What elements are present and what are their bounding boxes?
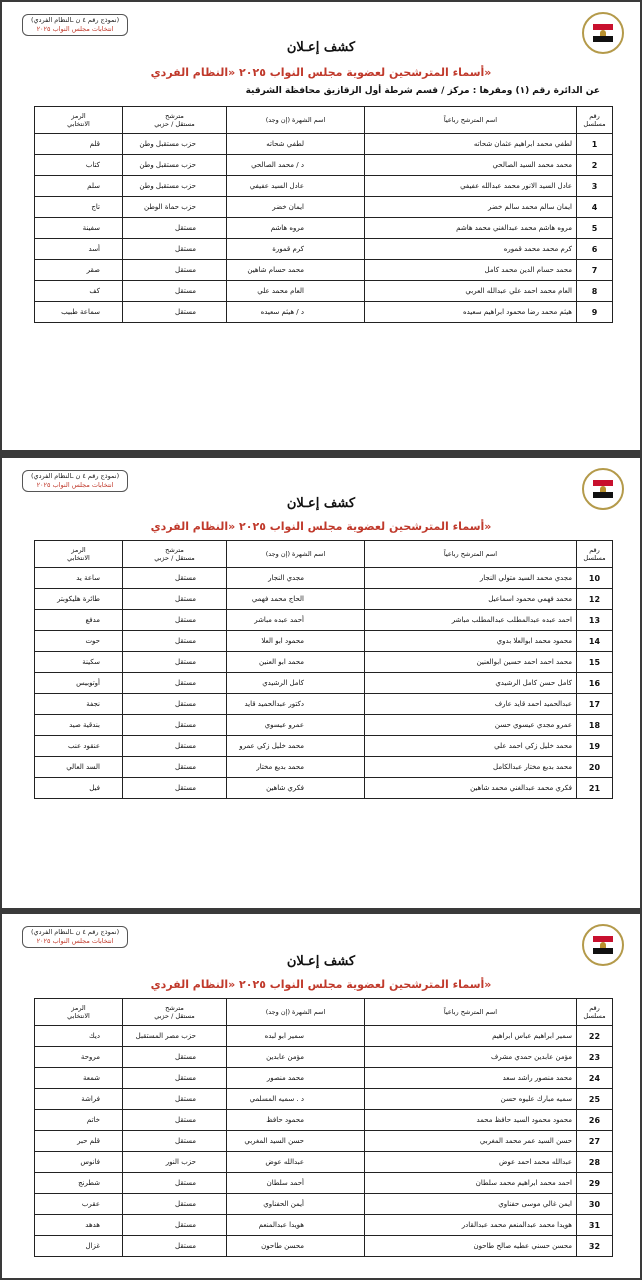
table-row [35, 1215, 613, 1236]
serial-cell: 12 [577, 589, 613, 610]
election-label: انتخابات مجلس النواب ٢٠٢٥ [36, 25, 114, 33]
symbol-cell: قلم حبر [35, 1131, 123, 1152]
candidate-name-cell: مؤمن عابدين حمدي مشرف [365, 1047, 577, 1068]
symbol-cell: شمعة [35, 1068, 123, 1089]
candidate-name-cell: محمود محمد ابوالعلا بدوي [365, 631, 577, 652]
candidates-table [34, 540, 613, 799]
table-row [35, 652, 613, 673]
form-number-box [22, 14, 128, 36]
serial-cell: 19 [577, 736, 613, 757]
table-row [35, 197, 613, 218]
district-line: عن الدائرة رقم (١) ومقرها : مركز / قسم شرطة أول الزقازيق محافظة الشرقية [245, 86, 600, 96]
affiliation-cell: حزب مستقبل وطن [123, 134, 227, 155]
column-header-fame: اسم الشهرة (إن وجد) [227, 107, 365, 134]
table-row [35, 736, 613, 757]
candidates-table [34, 998, 613, 1257]
symbol-cell: طائرة هليكوبتر [35, 589, 123, 610]
table-row [35, 1152, 613, 1173]
candidate-name-cell: احمد عبده عبدالمطلب عبدالمطلب مباشر [365, 610, 577, 631]
candidate-name-cell: محمد فهمي محمود اسماعيل [365, 589, 577, 610]
affiliation-cell: مستقل [123, 736, 227, 757]
symbol-cell: ساعة يد [35, 568, 123, 589]
affiliation-cell: مستقل [123, 757, 227, 778]
serial-cell: 21 [577, 778, 613, 799]
candidate-name-cell: عمرو مجدي عيسوي حسن [365, 715, 577, 736]
column-header-name: اسم المترشح رباعياً [365, 107, 577, 134]
form-number-box [22, 470, 128, 492]
candidate-name-cell: محمود محمود السيد حافظ محمد [365, 1110, 577, 1131]
serial-cell: 6 [577, 239, 613, 260]
candidate-name-cell: سمير ابراهيم عباس ابراهيم [365, 1026, 577, 1047]
fame-name-cell: محمد ابو العنين [227, 652, 365, 673]
affiliation-cell: مستقل [123, 1110, 227, 1131]
page-subtitle: أسماء المترشحين لعضوية مجلس النواب ٢٠٢٥ «النظام الفردي» [150, 520, 492, 533]
candidate-name-cell: العام محمد احمد علي عبدالله العربي [365, 281, 577, 302]
affiliation-cell: مستقل [123, 1068, 227, 1089]
table-row [35, 260, 613, 281]
table-row [35, 1068, 613, 1089]
table-row [35, 1173, 613, 1194]
table-row [35, 134, 613, 155]
document-page-2 [2, 458, 640, 908]
table-row [35, 568, 613, 589]
table-header-row [35, 541, 613, 568]
affiliation-cell: مستقل [123, 715, 227, 736]
table-row [35, 694, 613, 715]
serial-cell: 26 [577, 1110, 613, 1131]
affiliation-cell: حزب مستقبل وطن [123, 176, 227, 197]
symbol-cell: فانوس [35, 1152, 123, 1173]
table-row [35, 281, 613, 302]
symbol-cell: نجفة [35, 694, 123, 715]
column-header-symbol: الرمز الانتخابي [35, 999, 123, 1026]
serial-cell: 16 [577, 673, 613, 694]
column-header-symbol: الرمز الانتخابي [35, 107, 123, 134]
affiliation-cell: مستقل [123, 673, 227, 694]
fame-name-cell: مروه هاشم [227, 218, 365, 239]
column-header-serial: رقم مسلسل [577, 107, 613, 134]
serial-cell: 14 [577, 631, 613, 652]
serial-cell: 2 [577, 155, 613, 176]
affiliation-cell: مستقل [123, 568, 227, 589]
fame-name-cell: محمد حسام شاهين [227, 260, 365, 281]
symbol-cell: سماعة طبيب [35, 302, 123, 323]
fame-name-cell: أيمن الحفناوي [227, 1194, 365, 1215]
column-header-serial: رقم مسلسل [577, 999, 613, 1026]
candidate-name-cell: ايمان سالم محمد سالم خضر [365, 197, 577, 218]
form-label: (نموذج رقم ٤ ن ـالنظام الفردي) [31, 928, 120, 936]
affiliation-cell: مستقل [123, 239, 227, 260]
candidate-name-cell: كامل حسن كامل الرشيدي [365, 673, 577, 694]
page-subtitle: أسماء المترشحين لعضوية مجلس النواب ٢٠٢٥ «النظام الفردي» [150, 66, 492, 79]
candidate-name-cell: كرم محمد محمد قموره [365, 239, 577, 260]
serial-cell: 29 [577, 1173, 613, 1194]
candidate-name-cell: عبدالحميد احمد قايد عارف [365, 694, 577, 715]
affiliation-cell: مستقل [123, 610, 227, 631]
symbol-cell: السد العالي [35, 757, 123, 778]
candidate-name-cell: عبدالله محمد احمد عوض [365, 1152, 577, 1173]
table-row [35, 1131, 613, 1152]
table-row [35, 673, 613, 694]
symbol-cell: شطرنج [35, 1173, 123, 1194]
table-row [35, 757, 613, 778]
candidate-name-cell: هويدا محمد عبدالمنعم محمد عبدالقادر [365, 1215, 577, 1236]
column-header-fame: اسم الشهرة (إن وجد) [227, 999, 365, 1026]
candidate-name-cell: محسن حسني عطيه صالح طاحون [365, 1236, 577, 1257]
table-row [35, 715, 613, 736]
affiliation-cell: حزب مصر المستقبل [123, 1026, 227, 1047]
candidate-name-cell: لطفي محمد ابراهيم عثمان شحاته [365, 134, 577, 155]
table-row [35, 302, 613, 323]
fame-name-cell: مؤمن عابدين [227, 1047, 365, 1068]
symbol-cell: فراشة [35, 1089, 123, 1110]
fame-name-cell: محمد منصور [227, 1068, 365, 1089]
fame-name-cell: محمد خليل زكي عمرو [227, 736, 365, 757]
symbol-cell: مدفع [35, 610, 123, 631]
serial-cell: 7 [577, 260, 613, 281]
candidate-name-cell: محمد حسام الدين محمد كامل [365, 260, 577, 281]
candidate-name-cell: ايمن غالي موسى حفناوي [365, 1194, 577, 1215]
table-row [35, 1194, 613, 1215]
candidate-name-cell: محمد محمد السيد الصالحي [365, 155, 577, 176]
affiliation-cell: مستقل [123, 652, 227, 673]
fame-name-cell: مجدي النجار [227, 568, 365, 589]
fame-name-cell: د . سميه المسلمي [227, 1089, 365, 1110]
fame-name-cell: كامل الرشيدي [227, 673, 365, 694]
symbol-cell: تاج [35, 197, 123, 218]
candidate-name-cell: محمد بديع مختار عبدالكامل [365, 757, 577, 778]
symbol-cell: حوت [35, 631, 123, 652]
serial-cell: 18 [577, 715, 613, 736]
symbol-cell: كف [35, 281, 123, 302]
affiliation-cell: مستقل [123, 1236, 227, 1257]
serial-cell: 4 [577, 197, 613, 218]
table-row [35, 239, 613, 260]
serial-cell: 24 [577, 1068, 613, 1089]
affiliation-cell: مستقل [123, 218, 227, 239]
table-row [35, 631, 613, 652]
symbol-cell: أسد [35, 239, 123, 260]
fame-name-cell: عبدالله عوض [227, 1152, 365, 1173]
column-header-symbol: الرمز الانتخابي [35, 541, 123, 568]
affiliation-cell: مستقل [123, 1047, 227, 1068]
candidate-name-cell: هيثم محمد رضا محمود ابراهيم سعيده [365, 302, 577, 323]
fame-name-cell: العام محمد علي [227, 281, 365, 302]
table-row [35, 1089, 613, 1110]
symbol-cell: خاتم [35, 1110, 123, 1131]
affiliation-cell: مستقل [123, 260, 227, 281]
table-row [35, 1026, 613, 1047]
fame-name-cell: كرم قمورة [227, 239, 365, 260]
affiliation-cell: حزب النور [123, 1152, 227, 1173]
symbol-cell: عقرب [35, 1194, 123, 1215]
table-row [35, 1236, 613, 1257]
table-row [35, 1047, 613, 1068]
candidate-name-cell: فكري محمد عبدالغني محمد شاهين [365, 778, 577, 799]
serial-cell: 17 [577, 694, 613, 715]
symbol-cell: سكينة [35, 652, 123, 673]
fame-name-cell: دكتور عبدالحميد قايد [227, 694, 365, 715]
page-title: كشف إعـلان [286, 954, 356, 969]
serial-cell: 27 [577, 1131, 613, 1152]
fame-name-cell: الحاج محمد فهمي [227, 589, 365, 610]
serial-cell: 3 [577, 176, 613, 197]
table-row [35, 155, 613, 176]
affiliation-cell: مستقل [123, 1131, 227, 1152]
affiliation-cell: مستقل [123, 302, 227, 323]
page-title: كشف إعـلان [286, 40, 356, 55]
column-header-affiliation: مترشح مستقل / حزبي [123, 107, 227, 134]
serial-cell: 5 [577, 218, 613, 239]
affiliation-cell: مستقل [123, 694, 227, 715]
symbol-cell: قلم [35, 134, 123, 155]
candidate-name-cell: عادل السيد الانور محمد عبدالله عفيفي [365, 176, 577, 197]
symbol-cell: أوتوبيس [35, 673, 123, 694]
table-header-row [35, 107, 613, 134]
symbol-cell: كتاب [35, 155, 123, 176]
fame-name-cell: عادل السيد عفيفي [227, 176, 365, 197]
fame-name-cell: محمد بديع مختار [227, 757, 365, 778]
affiliation-cell: حزب مستقبل وطن [123, 155, 227, 176]
form-label: (نموذج رقم ٤ ن ـالنظام الفردي) [31, 16, 120, 24]
serial-cell: 8 [577, 281, 613, 302]
fame-name-cell: سمير ابو لبده [227, 1026, 365, 1047]
election-label: انتخابات مجلس النواب ٢٠٢٥ [36, 481, 114, 489]
column-header-name: اسم المترشح رباعياً [365, 541, 577, 568]
symbol-cell: سفينة [35, 218, 123, 239]
column-header-name: اسم المترشح رباعياً [365, 999, 577, 1026]
symbol-cell: صقر [35, 260, 123, 281]
serial-cell: 31 [577, 1215, 613, 1236]
fame-name-cell: فكري شاهين [227, 778, 365, 799]
column-header-fame: اسم الشهرة (إن وجد) [227, 541, 365, 568]
election-label: انتخابات مجلس النواب ٢٠٢٥ [36, 937, 114, 945]
symbol-cell: بندقية صيد [35, 715, 123, 736]
affiliation-cell: مستقل [123, 1173, 227, 1194]
serial-cell: 10 [577, 568, 613, 589]
form-label: (نموذج رقم ٤ ن ـالنظام الفردي) [31, 472, 120, 480]
page-subtitle: أسماء المترشحين لعضوية مجلس النواب ٢٠٢٥ «النظام الفردي» [150, 978, 492, 991]
fame-name-cell: ايمان خضر [227, 197, 365, 218]
affiliation-cell: مستقل [123, 1215, 227, 1236]
document-page-1 [2, 2, 640, 450]
candidate-name-cell: محمد منصور راشد سعد [365, 1068, 577, 1089]
candidate-name-cell: حسن السيد عمر محمد المغربي [365, 1131, 577, 1152]
symbol-cell: عنقود عنب [35, 736, 123, 757]
serial-cell: 9 [577, 302, 613, 323]
serial-cell: 15 [577, 652, 613, 673]
serial-cell: 28 [577, 1152, 613, 1173]
fame-name-cell: محمود ابو العلا [227, 631, 365, 652]
affiliation-cell: مستقل [123, 778, 227, 799]
fame-name-cell: هويدا عبدالمنعم [227, 1215, 365, 1236]
affiliation-cell: مستقل [123, 1089, 227, 1110]
affiliation-cell: مستقل [123, 281, 227, 302]
column-header-serial: رقم مسلسل [577, 541, 613, 568]
fame-name-cell: أحمد سلطان [227, 1173, 365, 1194]
candidate-name-cell: مجدي محمد السيد متولي النجار [365, 568, 577, 589]
table-row [35, 778, 613, 799]
serial-cell: 23 [577, 1047, 613, 1068]
symbol-cell: هدهد [35, 1215, 123, 1236]
fame-name-cell: أحمد عبده مباشر [227, 610, 365, 631]
candidate-name-cell: محمد خليل زكي احمد علي [365, 736, 577, 757]
table-row [35, 589, 613, 610]
symbol-cell: سلم [35, 176, 123, 197]
fame-name-cell: محمود حافظ [227, 1110, 365, 1131]
serial-cell: 22 [577, 1026, 613, 1047]
serial-cell: 30 [577, 1194, 613, 1215]
table-row [35, 176, 613, 197]
affiliation-cell: مستقل [123, 589, 227, 610]
serial-cell: 13 [577, 610, 613, 631]
symbol-cell: فيل [35, 778, 123, 799]
fame-name-cell: حسن السيد المغربي [227, 1131, 365, 1152]
table-row [35, 218, 613, 239]
column-header-affiliation: مترشح مستقل / حزبي [123, 541, 227, 568]
serial-cell: 20 [577, 757, 613, 778]
fame-name-cell: د / محمد الصالحي [227, 155, 365, 176]
symbol-cell: غزال [35, 1236, 123, 1257]
table-header-row [35, 999, 613, 1026]
serial-cell: 25 [577, 1089, 613, 1110]
candidates-table [34, 106, 613, 323]
fame-name-cell: د / هيثم سعيده [227, 302, 365, 323]
serial-cell: 1 [577, 134, 613, 155]
document-page-3 [2, 914, 640, 1278]
candidate-name-cell: محمد احمد احمد حسين ابوالعنين [365, 652, 577, 673]
fame-name-cell: عمرو عيسوي [227, 715, 365, 736]
column-header-affiliation: مترشح مستقل / حزبي [123, 999, 227, 1026]
candidate-name-cell: مروه هاشم محمد عبدالغني محمد هاشم [365, 218, 577, 239]
serial-cell: 32 [577, 1236, 613, 1257]
table-row [35, 1110, 613, 1131]
affiliation-cell: حزب حماة الوطن [123, 197, 227, 218]
affiliation-cell: مستقل [123, 631, 227, 652]
candidate-name-cell: سميه مبارك عليوه حسن [365, 1089, 577, 1110]
table-row [35, 610, 613, 631]
page-title: كشف إعـلان [286, 496, 356, 511]
form-number-box [22, 926, 128, 948]
symbol-cell: ديك [35, 1026, 123, 1047]
fame-name-cell: محسن طاحون [227, 1236, 365, 1257]
fame-name-cell: لطفي شحاته [227, 134, 365, 155]
candidate-name-cell: احمد محمد ابراهيم محمد سلطان [365, 1173, 577, 1194]
affiliation-cell: مستقل [123, 1194, 227, 1215]
symbol-cell: مروحة [35, 1047, 123, 1068]
